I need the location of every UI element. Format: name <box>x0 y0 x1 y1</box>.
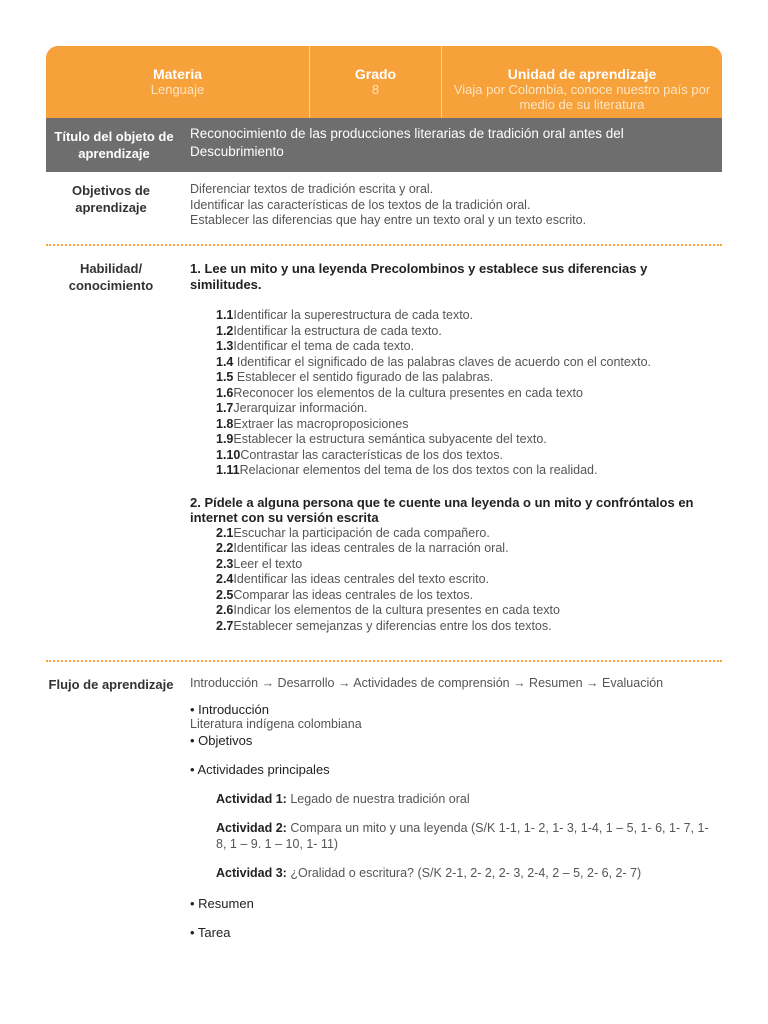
list-item: 1.5 Establecer el sentido figurado de las palabras. <box>216 370 494 384</box>
activity-3: Actividad 3: ¿Oralidad o escritura? (S/K 2-1, 2- 2, 2- 3, 2-4, 2 – 5, 2- 6, 2- 7) <box>216 866 642 880</box>
objetivo-line: Identificar las características de los textos de la tradición oral. <box>190 197 531 212</box>
objetivo-line: Establecer las diferencias que hay entre un texto oral y un texto escrito. <box>190 213 587 227</box>
title-bar <box>46 118 722 172</box>
list-item: 2.7Establecer semejanzas y diferencias entre los dos textos. <box>216 618 552 633</box>
materia-label: Materia <box>152 66 203 82</box>
unidad-label: Unidad de aprendizaje <box>507 66 657 82</box>
section1-title: 1. Lee un mito y una leyenda Precolombinos y establece sus diferencias y similitudes. <box>190 261 648 292</box>
flujo-content <box>190 676 720 941</box>
unidad-cell <box>442 46 722 118</box>
flow-tarea: • Tarea <box>190 925 231 940</box>
list-item: 1.4 Identificar el significado de las palabras claves de acuerdo con el contexto. <box>216 354 651 369</box>
flow-actividades: • Actividades principales <box>190 762 330 777</box>
list-item: 2.3Leer el texto <box>216 556 303 571</box>
titulo-label: Título del objeto de aprendizaje <box>54 129 174 161</box>
flow-introduccion-text: Literatura indígena colombiana <box>190 717 362 731</box>
grado-value: 8 <box>371 82 380 97</box>
list-item: 1.6Reconocer los elementos de la cultura presentes en cada texto <box>216 385 583 400</box>
grado-cell <box>310 46 442 118</box>
section2-title: 2. Pídele a alguna persona que te cuente una leyenda o un mito y confróntalos en internet con su versión escrita <box>190 494 694 525</box>
materia-cell <box>46 46 310 118</box>
grado-label: Grado <box>354 66 397 82</box>
titulo-value: Reconocimiento de las producciones literarias de tradición oral antes del Descubrimiento <box>190 126 624 159</box>
flow-objetivos: • Objetivos <box>190 732 253 748</box>
habilidad-content <box>190 261 720 634</box>
list-item: 1.7Jerarquizar información. <box>216 401 368 415</box>
list-item: 2.1Escuchar la participación de cada compañero. <box>216 525 490 540</box>
flujo-label: Flujo de aprendizaje <box>48 677 174 692</box>
flow-introduccion: • Introducción <box>190 701 269 717</box>
list-item: 2.4Identificar las ideas centrales del texto escrito. <box>216 572 490 586</box>
objetivos-label: Objetivos de aprendizaje <box>71 183 151 215</box>
materia-value: Lenguaje <box>150 82 205 97</box>
habilidad-label: Habilidad/ conocimiento <box>68 261 154 293</box>
list-item: 1.10Contrastar las características de los dos textos. <box>216 447 503 462</box>
objetivos-content <box>190 182 720 229</box>
list-item: 1.8Extraer las macroproposiciones <box>216 416 409 431</box>
list-item: 2.2Identificar las ideas centrales de la narración oral. <box>216 541 509 555</box>
list-item: 1.1Identificar la superestructura de cada texto. <box>216 308 474 322</box>
divider <box>46 660 722 662</box>
list-item: 1.2Identificar la estructura de cada texto. <box>216 323 442 338</box>
section2-list <box>190 526 720 635</box>
list-item: 1.9Establecer la estructura semántica subyacente del texto. <box>216 432 547 446</box>
activity-1: Actividad 1: Legado de nuestra tradición oral <box>216 791 470 806</box>
section1-list <box>190 308 720 479</box>
list-item: 1.11Relacionar elementos del tema de los dos textos con la realidad. <box>216 463 598 477</box>
activity-2: Actividad 2: Compara un mito y una leyenda (S/K 1-1, 1- 2, 1- 3, 1-4, 1 – 5, 1- 6, 1- 7, 1- 8, 1 – 9. 1 – 10, 1- 11) <box>216 821 709 851</box>
list-item: 2.5Comparar las ideas centrales de los textos. <box>216 587 474 602</box>
list-item: 1.3Identificar el tema de cada texto. <box>216 339 415 353</box>
unidad-value: Viaja por Colombia, conoce nuestro país por medio de su literatura <box>453 82 711 112</box>
objetivo-line: Diferenciar textos de tradición escrita y oral. <box>190 182 434 196</box>
header-table <box>46 46 722 118</box>
flow-sequence: Introducción → Desarrollo → Actividades de comprensión → Resumen → Evaluación <box>190 676 664 690</box>
divider <box>46 244 722 246</box>
list-item: 2.6Indicar los elementos de la cultura presentes en cada texto <box>216 603 560 617</box>
flow-resumen: • Resumen <box>190 895 254 911</box>
